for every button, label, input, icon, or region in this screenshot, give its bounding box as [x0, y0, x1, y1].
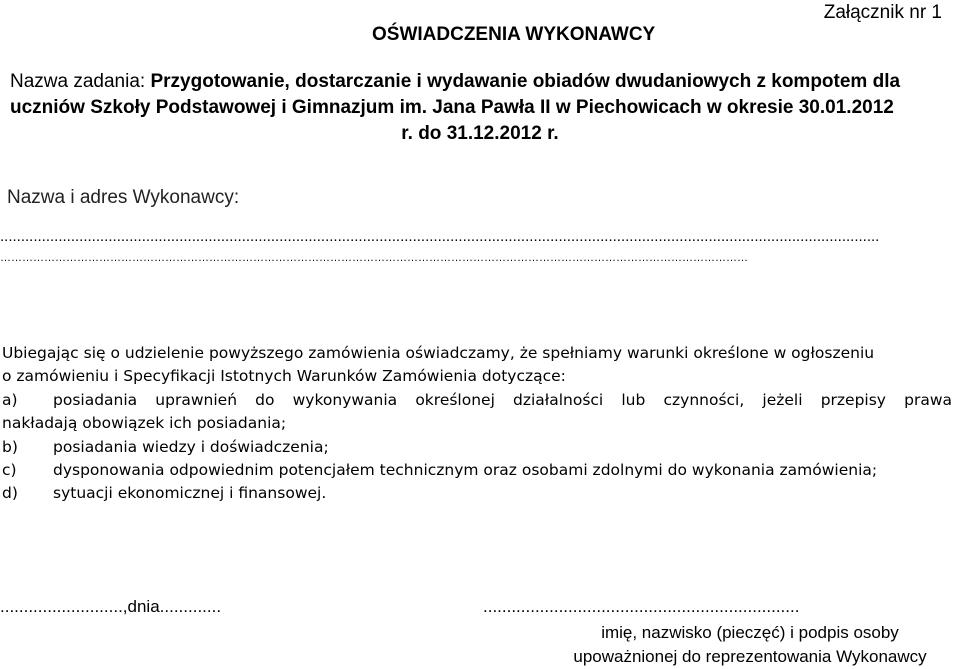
signature-dots: ...................................................................	[483, 597, 800, 616]
declaration-item-b	[2, 436, 952, 459]
signature-caption-line1: imię, nazwisko (pieczęć) i podpis osoby	[601, 623, 899, 642]
task-name-part1: Przygotowanie, dostarczanie i wydawanie obiadów dwudaniowych z kompotem dla	[150, 71, 901, 92]
document-title: OŚWIADCZENIA WYKONAWCY	[372, 24, 656, 45]
item-marker: d)	[2, 484, 18, 503]
declaration-intro	[2, 342, 952, 389]
declaration-item-d	[2, 482, 952, 505]
task-label: Nazwa zadania:	[10, 71, 146, 92]
item-marker: c)	[2, 461, 17, 480]
item-text: sytuacji ekonomicznej i finansowej.	[53, 484, 327, 503]
item-marker: a)	[2, 390, 18, 409]
signature-caption-line2: upoważnionej do reprezentowania Wykonawcy	[573, 647, 927, 666]
declaration-intro-line1: Ubiegając się o udzielenie powyższego zamówienia oświadczamy, że spełniamy warunki określone w ogłoszeniu	[2, 344, 875, 362]
item-marker: b)	[2, 437, 18, 456]
task-name-block	[10, 69, 950, 147]
signature-caption	[555, 621, 945, 669]
task-name-part3: r. do 31.12.2012 r.	[401, 123, 559, 144]
task-name-part2: uczniów Szkoły Podstawowej i Gimnazjum im. Jana Pawła II w Piechowicach w okresie 30.01.2012	[10, 97, 894, 118]
declaration-intro-line2: o zamówieniu i Specyfikacji Istotnych Warunków Zamówienia dotyczące:	[2, 367, 566, 386]
item-text: posiadania wiedzy i doświadczenia;	[53, 437, 329, 456]
declaration-body	[2, 342, 952, 506]
declaration-item-a-continuation: nakładają obowiązek ich posiadania;	[2, 414, 287, 433]
contractor-label: Nazwa i adres Wykonawcy:	[7, 187, 240, 208]
item-text: posiadania uprawnień do wykonywania określonej działalności lub czynności, jeżeli przepisy prawa	[53, 390, 952, 409]
item-text: dysponowania odpowiednim potencjałem technicznym oraz osobami zdolnymi do wykonania zamówienia;	[53, 461, 878, 480]
contractor-dots-line1: ...................................................................................................................................................................................................................	[0, 228, 880, 245]
declaration-item-c	[2, 459, 952, 482]
contractor-dots-line2: ……………………………………………………………………………………………………………………………………………………………………………………	[0, 252, 748, 264]
place-date-field: ..........................,dnia.............	[0, 597, 222, 616]
attachment-number: Załącznik nr 1	[823, 2, 942, 23]
declaration-item-a	[2, 389, 952, 412]
